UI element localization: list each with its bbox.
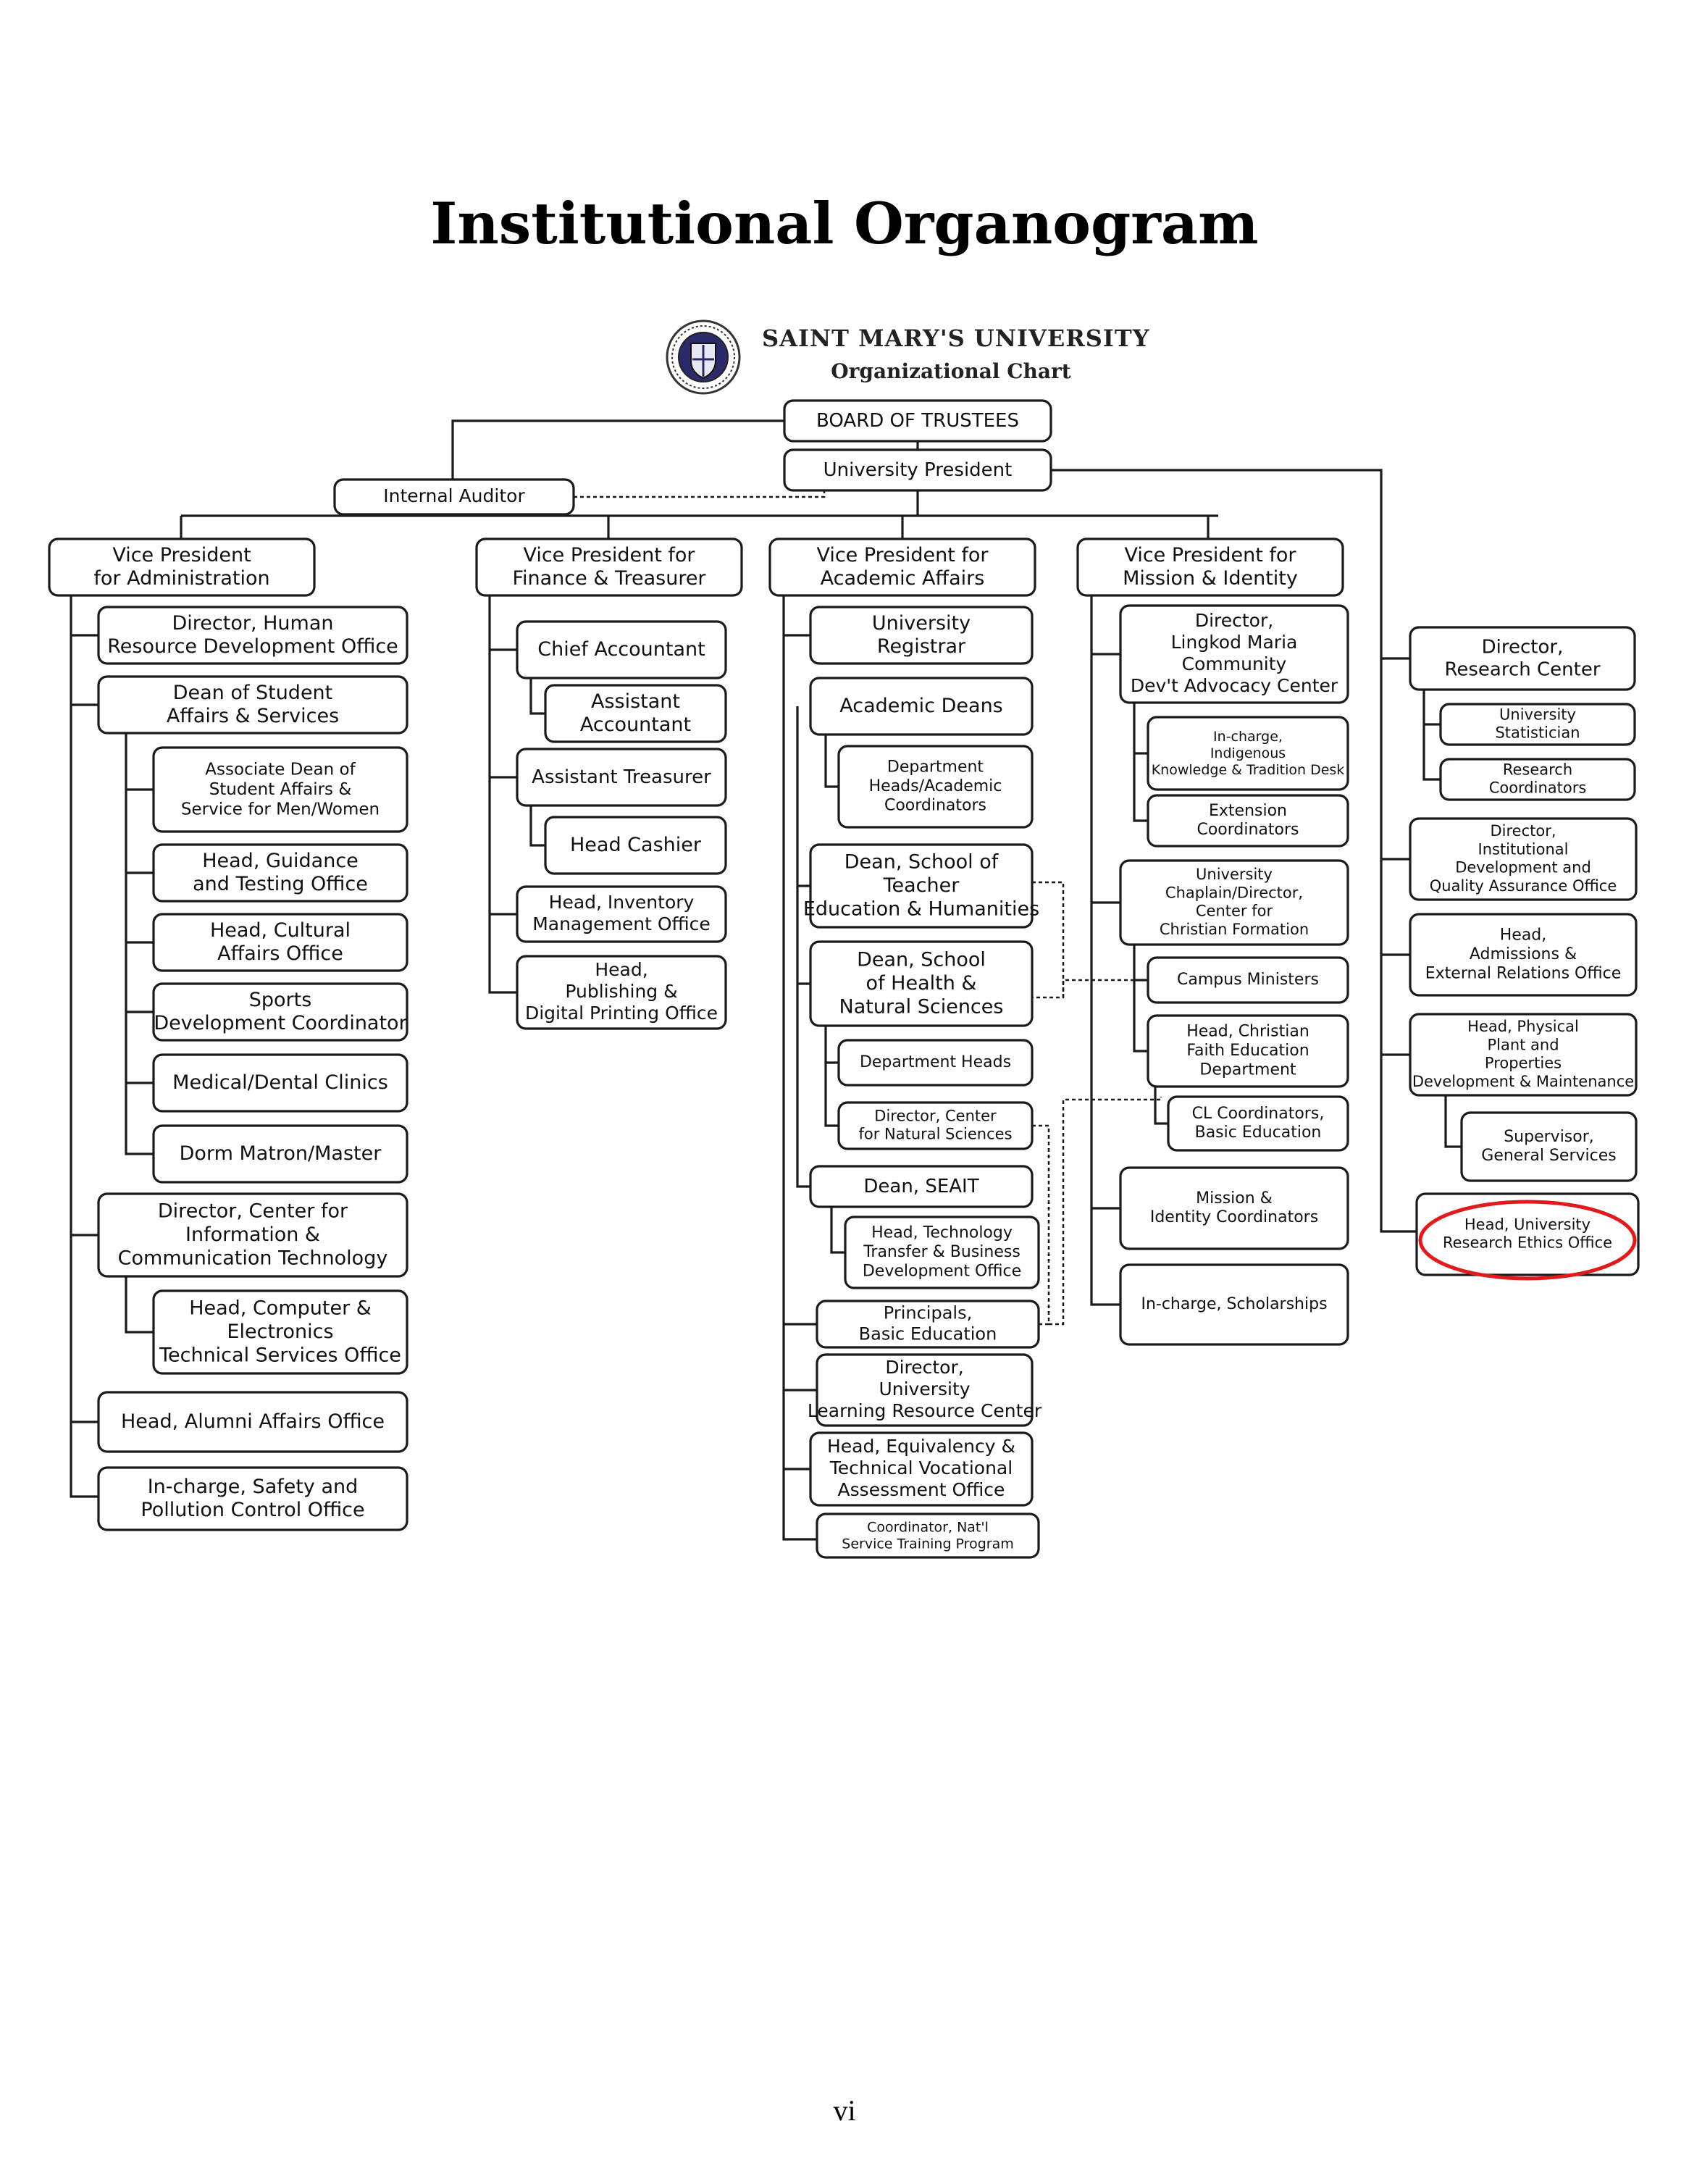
org-box-label: Associate Dean of Student Affairs & Service for Men/Women	[180, 759, 380, 819]
org-box-label: University Chaplain/Director, Center for Christian Formation	[1159, 866, 1309, 938]
org-box-acad-deans	[810, 678, 1032, 735]
org-box-vp-acad	[770, 539, 1035, 595]
org-box-registrar	[810, 607, 1032, 664]
org-box-lingkod	[1120, 606, 1348, 703]
org-box-label: Mission & Identity Coordinators	[1149, 1189, 1319, 1227]
org-box-research-coord	[1441, 759, 1635, 800]
chart-subtitle: Organizational Chart	[831, 359, 1071, 383]
org-box-head-cashier	[545, 817, 726, 874]
org-box-gen-services	[1462, 1113, 1636, 1181]
org-box-label: Head, Inventory Management Office	[532, 892, 711, 934]
org-box-label: Head, Equivalency & Technical Vocational Assessment Office	[827, 1436, 1015, 1500]
org-box-vp-fin	[477, 539, 742, 595]
org-box-label: Director, Center for Information & Communication Technology	[117, 1200, 388, 1269]
org-box-label: Principals, Basic Education	[858, 1302, 997, 1344]
page-number: vi	[833, 2094, 856, 2127]
org-box-cl-coord	[1168, 1097, 1348, 1150]
org-box-label: Head, Guidance and Testing Office	[193, 849, 368, 895]
org-box-label: Dean, SEAIT	[863, 1175, 979, 1197]
org-box-asst-acct	[545, 685, 726, 742]
org-box-label: Vice President for Finance & Treasurer	[512, 543, 706, 590]
org-box-label: Vice President for Administration	[93, 543, 270, 590]
org-box-dean-shns	[810, 942, 1032, 1026]
org-box-chaplain	[1120, 861, 1348, 945]
org-box-label: Chief Accountant	[537, 637, 705, 661]
org-box-etvao	[810, 1433, 1032, 1505]
org-box-safety	[99, 1468, 407, 1530]
org-boxes	[49, 401, 1638, 1557]
org-box-statistician	[1441, 704, 1635, 745]
org-box-label: Director, Lingkod Maria Community Dev't Advocacy Center	[1130, 610, 1338, 696]
org-box-asst-treas	[517, 749, 726, 806]
org-box-cfed	[1148, 1016, 1348, 1087]
org-box-cict	[99, 1194, 407, 1276]
org-box-label: In-charge, Scholarships	[1141, 1295, 1328, 1313]
org-box-extension	[1148, 795, 1348, 846]
org-box-label: Director, Institutional Development and Quality Assurance Office	[1429, 822, 1617, 895]
org-box-label: Assistant Treasurer	[532, 766, 711, 788]
org-box-label: Director, Center for Natural Sciences	[858, 1107, 1013, 1143]
org-box-label: Dean of Student Affairs & Services	[166, 681, 340, 727]
org-box-vp-mis	[1078, 539, 1343, 595]
org-box-dean-sas	[99, 677, 407, 733]
org-box-president	[784, 450, 1051, 490]
org-box-label: Head, Publishing & Digital Printing Office	[524, 959, 718, 1024]
org-box-alumni	[99, 1392, 407, 1452]
org-box-label: Dorm Matron/Master	[179, 1142, 382, 1165]
org-box-label: Head, Computer & Electronics Technical Services Office	[159, 1297, 401, 1366]
org-box-label: Coordinator, Nat'l Service Training Program	[842, 1519, 1014, 1552]
org-box-medical	[154, 1055, 407, 1111]
org-box-label: Head, Christian Faith Education Department	[1186, 1022, 1309, 1079]
org-box-label: Director, Human Resource Development Office	[107, 611, 398, 658]
org-box-urero	[1417, 1194, 1638, 1275]
page-title: Institutional Organogram	[430, 190, 1259, 257]
org-box-auditor	[335, 480, 574, 514]
org-box-ttbdo	[845, 1217, 1039, 1288]
org-box-label: University Statistician	[1495, 706, 1580, 742]
org-box-label: Department Heads	[859, 1053, 1012, 1071]
org-box-cultural	[154, 914, 407, 971]
org-box-label: Assistant Accountant	[579, 690, 692, 736]
org-box-label: University Registrar	[871, 611, 971, 658]
org-box-physical	[1410, 1014, 1636, 1095]
org-box-label: Dean, School of Teacher Education & Humanities	[802, 850, 1040, 920]
org-box-label: Department Heads/Academic Coordinators	[868, 758, 1002, 815]
org-box-vp-admin	[49, 539, 314, 595]
org-box-label: Head, Admissions & External Relations Office	[1425, 926, 1622, 983]
org-box-label: Extension Coordinators	[1196, 801, 1299, 840]
university-name: SAINT MARY'S UNIVERSITY	[762, 325, 1150, 352]
org-box-label: Research Coordinators	[1488, 761, 1587, 797]
org-box-label: University President	[823, 459, 1013, 481]
org-box-dept-heads-acad	[839, 746, 1032, 827]
org-box-dean-seait	[810, 1166, 1032, 1207]
org-box-bot	[784, 401, 1051, 441]
org-box-iqa	[1410, 819, 1636, 900]
org-box-label: Head, Technology Transfer & Business Development Office	[862, 1223, 1022, 1281]
org-box-label: Director, University Learning Resource Center	[807, 1357, 1042, 1421]
org-box-label: Supervisor, General Services	[1481, 1127, 1617, 1166]
org-box-chief-acct	[517, 622, 726, 678]
org-box-publishing	[517, 956, 726, 1029]
org-box-label: Internal Auditor	[383, 485, 525, 506]
org-box-label: Head, Physical Plant and Properties Development & Maintenance	[1412, 1018, 1635, 1090]
org-box-hrdo	[99, 607, 407, 664]
org-box-label: Dean, School of Health & Natural Sciences	[839, 948, 1004, 1018]
org-box-dept-heads	[839, 1040, 1032, 1085]
org-box-label: CL Coordinators, Basic Education	[1191, 1104, 1325, 1142]
org-box-label: Head, Alumni Affairs Office	[120, 1410, 385, 1433]
org-box-dean-ste	[803, 845, 1039, 927]
org-box-principals	[817, 1301, 1039, 1347]
org-box-ulrc	[808, 1355, 1042, 1426]
org-box-scholarships	[1120, 1265, 1348, 1344]
org-box-label: Sports Development Coordinator	[154, 988, 407, 1034]
org-box-label: Head, Cultural Affairs Office	[209, 919, 351, 965]
org-box-label: BOARD OF TRUSTEES	[816, 409, 1019, 432]
org-box-label: Academic Deans	[839, 694, 1003, 717]
org-box-label: In-charge, Safety and Pollution Control Office	[141, 1475, 365, 1521]
org-box-label: Campus Ministers	[1177, 971, 1319, 989]
org-box-label: Vice President for Academic Affairs	[816, 543, 989, 590]
org-box-dir-research	[1410, 627, 1635, 690]
org-box-assoc-dean	[154, 748, 407, 832]
org-box-label: Director, Research Center	[1444, 635, 1601, 681]
org-box-mi-coord	[1120, 1168, 1348, 1249]
org-box-label: In-charge, Indigenous Knowledge & Tradition Desk	[1151, 728, 1345, 778]
org-box-label: Head, University Research Ethics Office	[1442, 1216, 1613, 1252]
org-box-sports	[154, 984, 408, 1040]
org-box-inventory	[517, 887, 726, 942]
org-box-label: Head Cashier	[570, 833, 701, 856]
org-box-nstp	[817, 1514, 1039, 1557]
org-box-label: Vice President for Mission & Identity	[1123, 543, 1298, 590]
org-box-dir-cns	[839, 1103, 1032, 1149]
org-box-ikt	[1148, 717, 1348, 790]
org-box-admissions	[1410, 914, 1636, 995]
org-box-label: Medical/Dental Clinics	[172, 1071, 388, 1094]
org-box-cetso	[154, 1291, 407, 1373]
org-box-dorm	[154, 1126, 407, 1182]
org-box-guidance	[154, 845, 407, 901]
org-box-campus-min	[1148, 958, 1348, 1003]
